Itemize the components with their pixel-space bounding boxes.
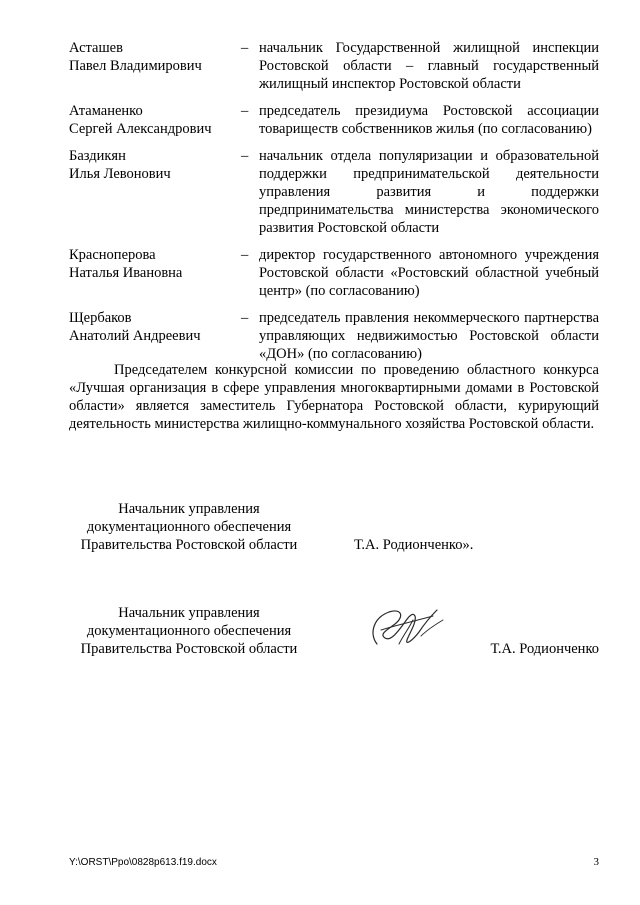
signature-block <box>69 604 599 664</box>
roster-entry <box>69 246 599 300</box>
chairman-paragraph: Председателем конкурсной комиссии по проведению областного конкурса «Лучшая организация в сфере управления многоквартирными домами в Ростовской области» является заместитель Губернатора Ростовской области, курирующий деятельность министерства жилищно-коммунального хозяйства Ростовской области. <box>69 362 599 432</box>
commission-roster <box>69 39 599 363</box>
signatory-name: Т.А. Родионченко». <box>354 537 474 553</box>
roster-entry <box>69 39 599 93</box>
handwritten-signature <box>359 600 449 660</box>
dash-separator: – <box>241 148 249 164</box>
dash-separator: – <box>241 40 249 56</box>
member-role: председатель президиума Ростовской ассоциации товариществ собственников жилья (по согласованию) <box>259 103 599 137</box>
signature-block <box>69 500 599 560</box>
dash-separator: – <box>241 247 249 263</box>
signatory-title-line: Правительства Ростовской области <box>80 537 298 553</box>
roster-entry <box>69 147 599 237</box>
member-role: начальник отдела популяризации и образовательной поддержки предпринимательской деятельности управления развития и поддержки предпринимательства министерства экономического развития Ростовской области <box>259 148 599 236</box>
member-name: Баздикян Илья Левонович <box>69 148 171 182</box>
signatory-title <box>69 500 309 554</box>
dash-separator: – <box>241 310 249 326</box>
signatory-title-line: документационного обеспечения <box>86 623 292 639</box>
footer-file-path: Y:\ORST\Ppo\0828p613.f19.docx <box>69 857 217 868</box>
signatory-title-line: Правительства Ростовской области <box>80 641 298 657</box>
roster-entry <box>69 102 599 138</box>
member-role: начальник Государственной жилищной инспекции Ростовской области – главный государственный жилищный инспектор Ростовской области <box>259 40 599 92</box>
member-name: Красноперова Наталья Ивановна <box>69 247 183 281</box>
member-name: Асташев Павел Владимирович <box>69 40 202 74</box>
signatory-title-line: документационного обеспечения <box>86 519 292 535</box>
signatory-title-line: Начальник управления <box>118 605 260 621</box>
member-role: председатель правления некоммерческого партнерства управляющих недвижимостью Ростовской области «ДОН» (по согласованию) <box>259 310 599 362</box>
member-name: Щербаков Анатолий Андреевич <box>69 310 201 344</box>
roster-entry <box>69 309 599 363</box>
member-role: директор государственного автономного учреждения Ростовской области «Ростовский областной учебный центр» (по согласованию) <box>259 247 599 299</box>
signatory-title <box>69 604 309 658</box>
member-name: Атаманенко Сергей Александрович <box>69 103 212 137</box>
dash-separator: – <box>241 103 249 119</box>
signatory-title-line: Начальник управления <box>118 501 260 517</box>
signatory-name: Т.А. Родионченко <box>490 641 599 657</box>
page-number: 3 <box>593 856 599 868</box>
